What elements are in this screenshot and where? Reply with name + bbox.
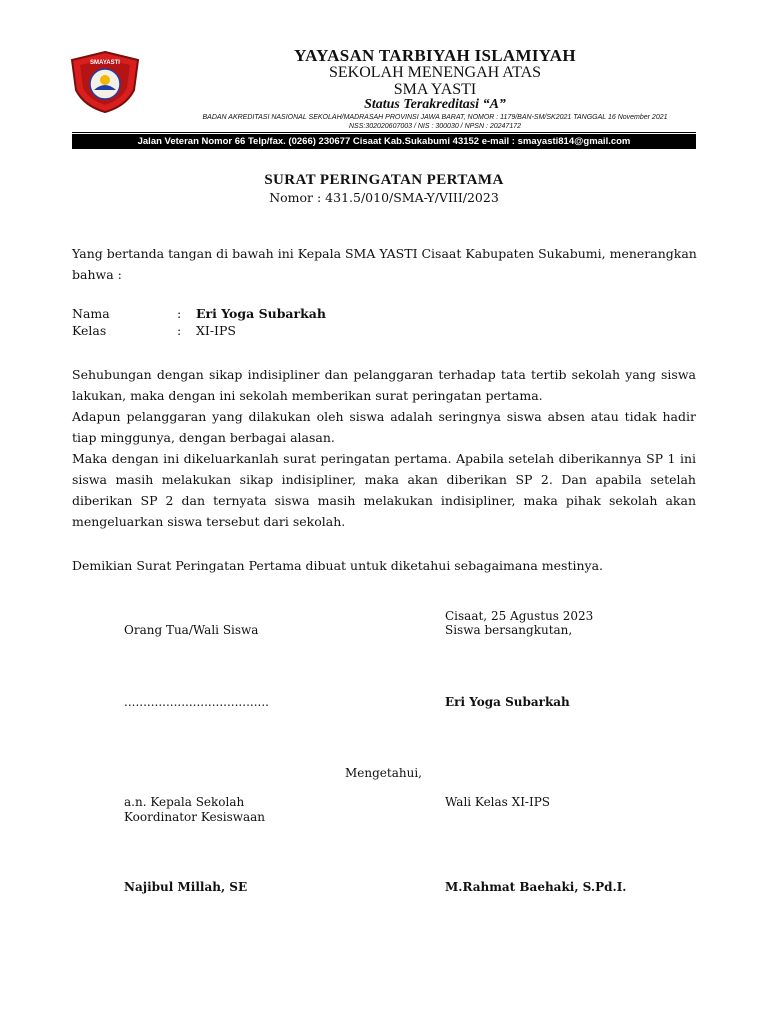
parent-signature-blank: ...................................... — [124, 695, 269, 709]
coordinator-name: Najibul Millah, SE — [124, 880, 248, 894]
class-label: Kelas — [72, 323, 107, 338]
acknowledged-label: Mengetahui, — [345, 766, 422, 780]
logo-text: SMAYASTI — [90, 60, 120, 66]
header-rule — [72, 132, 696, 133]
intro-line-2: bahwa : — [72, 267, 122, 282]
name-label: Nama — [72, 306, 110, 321]
name-colon: : — [177, 306, 182, 321]
letter-number: Nomor : 431.5/010/SMA-Y/VIII/2023 — [269, 190, 499, 205]
student-label: Siswa bersangkutan, — [445, 623, 573, 637]
principal-label-1: a.n. Kepala Sekolah — [124, 795, 245, 809]
accreditation-line: BADAN AKREDITASI NASIONAL SEKOLAH/MADRASAH PROVINSI JAWA BARAT, NOMOR : 1179/BAN-SM/SK2021 TANGGAL 16 November 2021 — [202, 114, 668, 121]
student-class: XI-IPS — [196, 323, 236, 338]
foundation-name: YAYASAN TARBIYAH ISLAMIYAH — [294, 46, 576, 65]
school-name: SMA YASTI — [393, 81, 477, 98]
place-date: Cisaat, 25 Agustus 2023 — [445, 609, 594, 623]
parent-label: Orang Tua/Wali Siswa — [124, 623, 259, 637]
homeroom-teacher-name: M.Rahmat Baehaki, S.Pd.I. — [445, 880, 627, 894]
school-type: SEKOLAH MENENGAH ATAS — [328, 64, 542, 81]
letter-title: SURAT PERINGATAN PERTAMA — [264, 172, 504, 188]
body-paragraph-2: Adapun pelanggaran yang dilakukan oleh siswa adalah seringnya siswa absen atau tidak hadir tiap minggunya, dengan berbagai alasan. — [72, 409, 696, 445]
student-signature-name: Eri Yoga Subarkah — [445, 695, 570, 709]
accreditation-status: Status Terakreditasi “A” — [364, 97, 506, 112]
body-paragraph-3: Maka dengan ini dikeluarkanlah surat peringatan pertama. Apabila setelah diberikannya SP 1 ini siswa masih melakukan sikap indisipliner, maka akan diberikan SP 2. Dan apabila setelah diberikan SP 2 dan ternyata siswa masih melakukan indisipliner, maka pihak sekolah akan mengeluarkan siswa tersebut dari sekolah. — [72, 451, 696, 529]
student-name: Eri Yoga Subarkah — [196, 306, 326, 321]
principal-label-2: Koordinator Kesiswaan — [124, 810, 266, 824]
body-paragraph-1: Sehubungan dengan sikap indisipliner dan pelanggaran terhadap tata tertib sekolah yang siswa lakukan, maka dengan ini sekolah memberikan surat peringatan pertama. — [72, 367, 696, 403]
class-colon: : — [177, 323, 182, 338]
school-logo — [68, 50, 142, 114]
intro-line-1: Yang bertanda tangan di bawah ini Kepala SMA YASTI Cisaat Kabupaten Sukabumi, menerangkan — [72, 246, 697, 261]
closing-statement: Demikian Surat Peringatan Pertama dibuat untuk diketahui sebagaimana mestinya. — [72, 558, 604, 573]
homeroom-label: Wali Kelas XI-IPS — [445, 795, 551, 809]
school-ids: NSS:302020607003 / NIS : 300030 / NPSN : 20247172 — [348, 123, 521, 130]
address-bar: Jalan Veteran Nomor 66 Telp/fax. (0266) 230677 Cisaat Kab.Sukabumi 43152 e-mail : smayasti814@gmail.com — [72, 134, 696, 149]
